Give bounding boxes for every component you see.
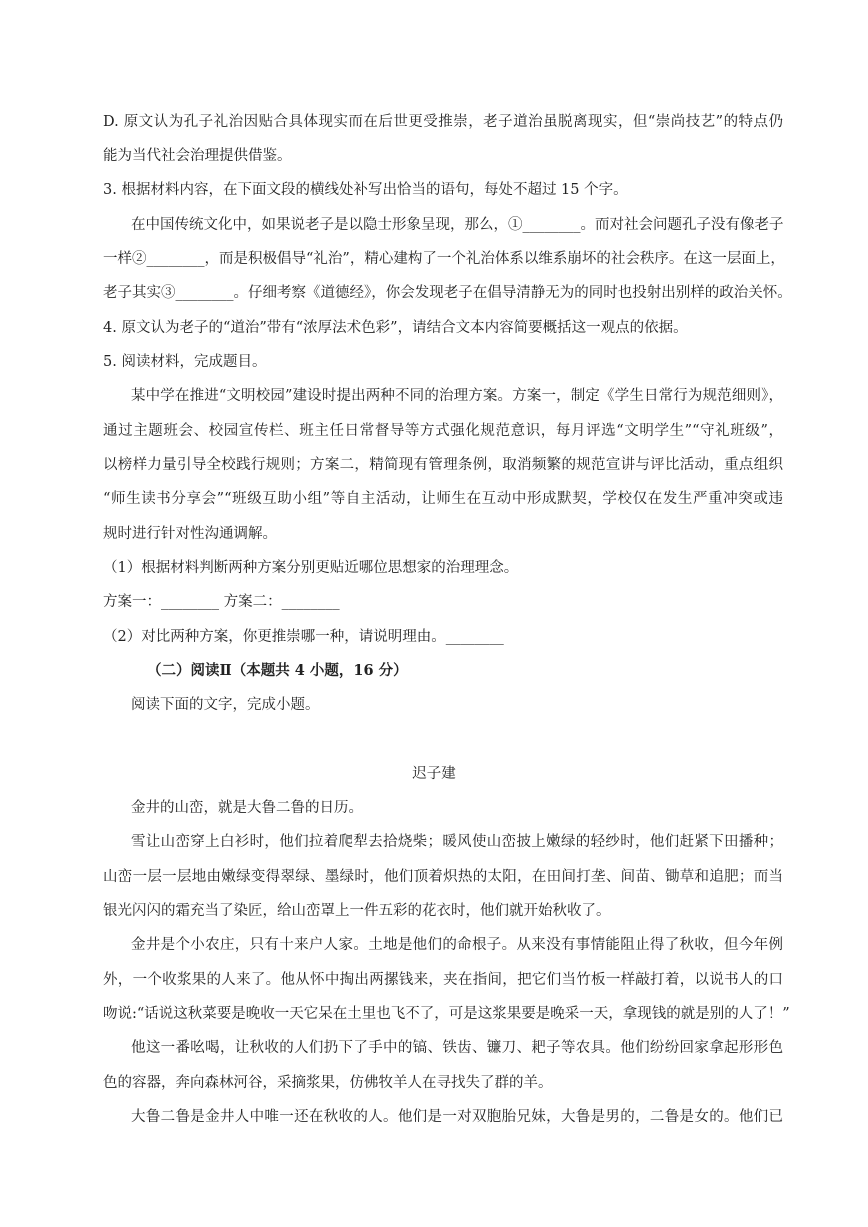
q5-material-line-2: 通过主题班会、校园宣传栏、班主任日常督导等方式强化规范意识，每月评选“文明学生”“守礼班级”， [103, 423, 783, 439]
q5-material-line-5: 规时进行针对性沟通调解。 [103, 526, 277, 542]
q3-passage-line-3: 老子其实③________。仔细考察《道德经》，你会发现老子在倡导清静无为的同时也投射出别样的政治关怀。 [103, 285, 792, 301]
article-para-2-line-1: 雪让山峦穿上白衫时，他们拉着爬犁去拾烧柴；暖风使山峦披上嫩绿的轻纱时，他们赶紧下田播种； [131, 834, 783, 850]
q5-material-line-4: “师生读书分享会”“班级互助小组”等自主活动，让师生在互动中形成默契，学校仅在发生严重冲突或违 [103, 491, 783, 507]
q3-passage-line-2: 一样②________，而是积极倡导“礼治”，精心建构了一个礼治体系以维系崩坏的社会秩序。在这一层面上， [103, 251, 785, 267]
question-4: 4. 原文认为老子的“道治”带有“浓厚法术色彩”，请结合文本内容简要概括这一观点的依据。 [103, 320, 688, 336]
q5-sub-1: （1）根据材料判断两种方案分别更贴近哪位思想家的治理理念。 [103, 560, 519, 576]
article-para-3-line-1: 金井是个小农庄，只有十来户人家。土地是他们的命根子。从来没有事情能阻止得了秋收，但今年例 [131, 937, 783, 953]
question-5: 5. 阅读材料，完成题目。 [103, 354, 267, 370]
article-para-5-line-1: 大鲁二鲁是金井人中唯一还在秋收的人。他们是一对双胞胎兄妹，大鲁是男的，二鲁是女的。他们已 [131, 1109, 783, 1125]
article-para-2-line-3: 银光闪闪的霜充当了染匠，给山峦罩上一件五彩的花衣时，他们就开始秋收了。 [103, 903, 611, 919]
section-heading: （二）阅读Ⅱ（本题共 4 小题，16 分） [147, 662, 408, 679]
article-para-1: 金井的山峦，就是大鲁二鲁的日历。 [131, 800, 363, 816]
question-3: 3. 根据材料内容，在下面文段的横线处补写出恰当的语句，每处不超过 15 个字。 [103, 182, 628, 198]
q5-sub-1-answers: 方案一：________ 方案二：________ [103, 594, 340, 610]
q5-sub-2: （2）对比两种方案，你更推崇哪一种，请说明理由。________ [103, 629, 504, 645]
option-d-line-2: 能为当代社会治理提供借鉴。 [103, 148, 292, 164]
article-author: 迟子建 [412, 766, 456, 782]
article-para-4-line-2: 色的容器，奔向森林河谷，采摘浆果，仿佛牧羊人在寻找失了群的羊。 [103, 1075, 553, 1091]
option-d-line-1: D. 原文认为孔子礼治因贴合具体现实而在后世更受推崇，老子道治虽脱离现实，但“崇尚技艺”的特点仍 [103, 114, 783, 130]
q3-passage-line-1: 在中国传统文化中，如果说老子是以隐士形象呈现，那么，①________。而对社会问题孔子没有像老子 [131, 217, 784, 233]
q5-material-line-1: 某中学在推进“文明校园”建设时提出两种不同的治理方案。方案一，制定《学生日常行为规范细则》， [131, 388, 783, 404]
article-para-3-line-2: 外，一个收浆果的人来了。他从怀中掏出两摞钱来，夹在指间，把它们当竹板一样敲打着，以说书人的口 [103, 972, 783, 988]
article-para-2-line-2: 山峦一层一层地由嫩绿变得翠绿、墨绿时，他们顶着炽热的太阳，在田间打垄、间苗、锄草和追肥；而当 [103, 869, 783, 885]
reading-instruction: 阅读下面的文字，完成小题。 [131, 697, 320, 713]
article-para-3-line-3: 吻说:“话说这秋菜要是晚收一天它呆在土里也飞不了，可是这浆果要是晚采一天，拿现钱的就是别的人了！” [103, 1006, 790, 1022]
article-para-4-line-1: 他这一番吆喝，让秋收的人们扔下了手中的镐、铁齿、镰刀、耙子等农具。他们纷纷回家拿起形形色 [131, 1040, 783, 1056]
q5-material-line-3: 以榜样力量引导全校践行规则；方案二，精简现有管理条例，取消频繁的规范宣讲与评比活动，重点组织 [103, 457, 783, 473]
